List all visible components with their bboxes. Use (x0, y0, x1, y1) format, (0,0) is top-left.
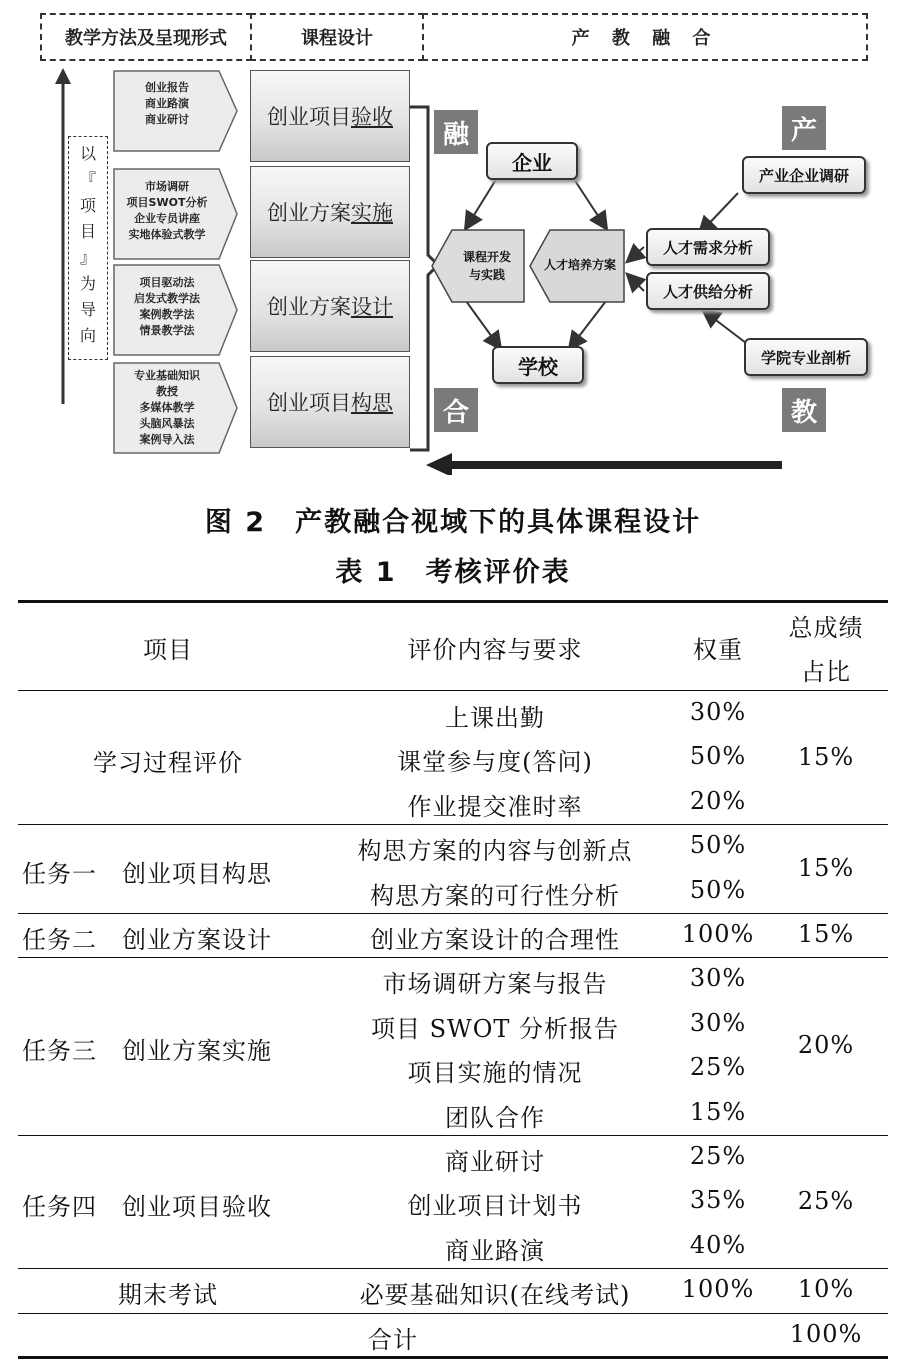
method-item: 头脑风暴法 (139, 417, 195, 430)
sum-total: 100% (789, 1319, 863, 1348)
figure-caption: 图 2 产教融合视域下的具体课程设计 (204, 507, 702, 538)
sum-label: 合计 (368, 1325, 418, 1354)
row-divider (18, 957, 888, 958)
row-weight: 100% (681, 1275, 755, 1304)
header-industry-education: 产 教 融 合 (422, 13, 868, 61)
header-total: 总成绩 占比 (788, 614, 864, 686)
method-item: 项目SWOT分析 (126, 196, 208, 209)
row-weight: 30% (689, 1008, 747, 1037)
project-oriented-label (69, 137, 107, 349)
row-group-label: 任务二 创业方案设计 (22, 926, 272, 955)
method-item: 案例导入法 (139, 433, 195, 446)
row-weight: 40% (689, 1230, 747, 1259)
stage-acceptance: 创业项目 验收 (250, 70, 410, 162)
vertical-char: 为 (79, 274, 96, 293)
method-item: 案例教学法 (139, 308, 195, 321)
row-content: 创业项目计划书 (407, 1192, 583, 1221)
node-talent-demand: 人才需求分析 (646, 228, 770, 266)
header-content: 评价内容与要求 (407, 636, 583, 664)
vertical-char: 向 (79, 326, 96, 345)
row-divider (18, 1135, 888, 1136)
row-group-label: 期末考试 (118, 1281, 218, 1310)
vertical-char: 『 (79, 170, 96, 189)
row-weight: 35% (689, 1186, 747, 1215)
row-content: 商业路演 (445, 1236, 545, 1265)
method-item: 专业基础知识 (134, 369, 200, 382)
row-total: 15% (797, 920, 855, 949)
row-divider (18, 1313, 888, 1314)
method-item: 市场调研 (145, 180, 189, 193)
header-item: 项目 (143, 636, 193, 664)
row-total: 15% (797, 742, 855, 771)
stage-design: 创业方案 设计 (250, 260, 410, 352)
stage-conception: 创业项目 构思 (250, 356, 410, 448)
method-item: 企业专员讲座 (134, 212, 200, 225)
row-total: 25% (797, 1186, 855, 1215)
node-industry-survey: 产业企业调研 (742, 156, 866, 194)
row-content: 市场调研方案与报告 (382, 970, 608, 999)
row-content: 商业研讨 (445, 1148, 545, 1176)
row-content: 项目 SWOT 分析报告 (370, 1014, 620, 1043)
method-item: 实地体验式教学 (128, 228, 206, 241)
node-school: 学校 (492, 346, 584, 384)
row-divider (18, 913, 888, 914)
row-group-label: 任务一 创业项目构思 (22, 859, 272, 888)
node-talent-supply: 人才供给分析 (646, 272, 770, 310)
method-item: 教授 (156, 385, 178, 398)
header-course-design: 课程设计 (250, 13, 424, 61)
node-major-analysis: 学院专业剖析 (744, 338, 868, 376)
table-title: 表 1 考核评价表 (335, 557, 571, 588)
method-item: 多媒体教学 (139, 401, 195, 414)
table-top-rule (18, 600, 888, 603)
tag-rong: 融 (434, 110, 478, 154)
method-item: 项目驱动法 (139, 276, 195, 289)
method-block-1 (113, 70, 239, 152)
row-content: 团队合作 (445, 1103, 545, 1132)
row-divider (18, 824, 888, 825)
tag-jiao: 教 (782, 388, 826, 432)
method-block-4 (113, 362, 239, 454)
method-item: 情景教学法 (139, 324, 195, 337)
row-content: 必要基础知识(在线考试) (359, 1281, 631, 1310)
method-item: 商业研讨 (145, 113, 189, 126)
row-total: 10% (797, 1275, 855, 1304)
row-weight: 50% (689, 875, 747, 904)
table-header-rule (18, 690, 888, 691)
row-content: 创业方案设计的合理性 (370, 926, 620, 954)
row-weight: 30% (689, 698, 747, 726)
row-content: 作业提交准时率 (407, 792, 583, 821)
row-divider (18, 1268, 888, 1269)
row-content: 构思方案的内容与创新点 (357, 837, 633, 866)
stage-implementation: 创业方案 实施 (250, 166, 410, 258)
row-weight: 15% (689, 1097, 747, 1126)
node-talent-plan: 人才培养方案 (528, 228, 626, 304)
method-item: 商业路演 (145, 97, 189, 110)
header-methods: 教学方法及呈现形式 (40, 13, 252, 61)
row-weight: 20% (689, 786, 747, 815)
method-block-3 (113, 264, 239, 356)
method-item: 启发式教学法 (134, 292, 200, 305)
vertical-char: 』 (79, 248, 96, 267)
method-block-2 (113, 168, 239, 260)
node-enterprise: 企业 (486, 142, 578, 180)
row-content: 项目实施的情况 (407, 1059, 583, 1088)
row-content: 构思方案的可行性分析 (370, 881, 620, 910)
row-weight: 25% (689, 1142, 747, 1170)
row-total: 15% (797, 853, 855, 882)
row-weight: 100% (681, 920, 755, 948)
method-item: 创业报告 (145, 81, 189, 94)
header-weight: 权重 (693, 636, 743, 664)
row-total: 20% (797, 1031, 855, 1060)
vertical-char: 项 (79, 196, 96, 215)
row-group-label: 学习过程评价 (93, 748, 243, 777)
vertical-char: 目 (79, 222, 96, 241)
vertical-char: 以 (79, 144, 96, 163)
row-content: 课堂参与度(答问) (397, 748, 593, 777)
row-group-label: 任务三 创业方案实施 (22, 1037, 272, 1066)
tag-chan: 产 (782, 106, 826, 150)
row-group-label: 任务四 创业项目验收 (22, 1192, 272, 1221)
tag-he: 合 (434, 388, 478, 432)
row-content: 上课出勤 (445, 704, 545, 732)
row-weight: 25% (689, 1053, 747, 1082)
vertical-char: 导 (79, 300, 96, 319)
project-oriented-box (68, 136, 108, 360)
row-weight: 50% (689, 742, 747, 771)
row-weight: 30% (689, 964, 747, 993)
table-bottom-rule (18, 1356, 888, 1359)
row-weight: 50% (689, 831, 747, 860)
node-course-development: 课程开发 与实践 (430, 228, 526, 304)
